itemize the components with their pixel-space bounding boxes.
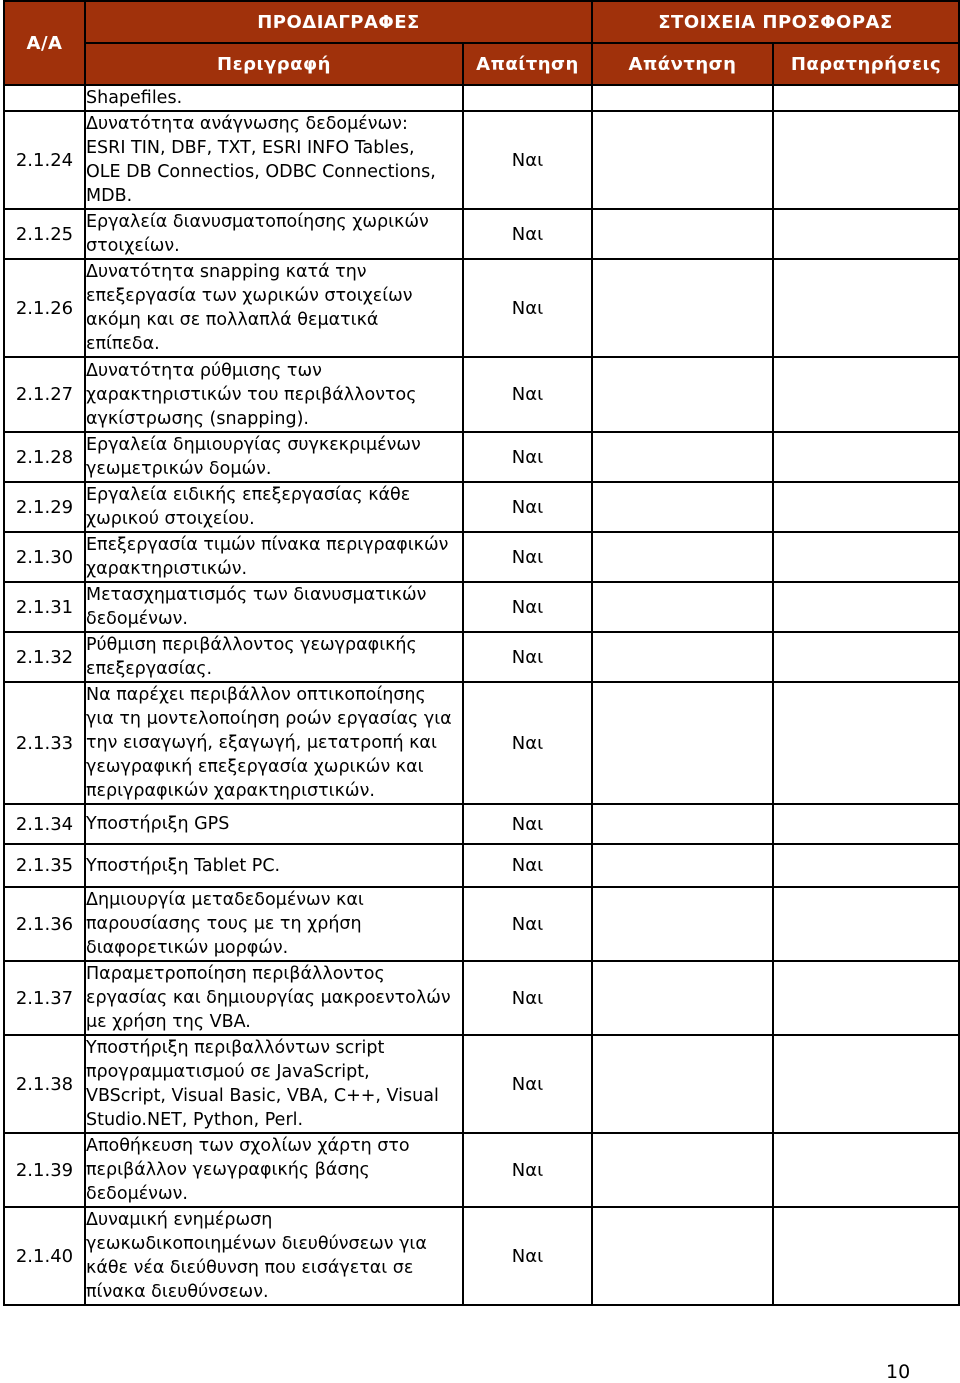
row-answer: [592, 532, 773, 582]
row-description: Εργαλεία δημιουργίας συγκεκριμένων γεωμετρικών δομών.: [85, 432, 463, 482]
row-description: Δυναμική ενημέρωση γεωκωδικοποιημένων διευθύνσεων για κάθε νέα διεύθυνση που εισάγεται σε πίνακα διευθύνσεων.: [85, 1207, 463, 1305]
row-code: 2.1.29: [4, 482, 85, 532]
table-row: [4, 582, 959, 632]
row-description: Παραμετροποίηση περιβάλλοντος εργασίας και δημιουργίας μακροεντολών με χρήση της VBA.: [85, 961, 463, 1035]
header-requirement: Απαίτηση: [463, 43, 592, 85]
row-answer: [592, 1133, 773, 1207]
table-row: [4, 111, 959, 209]
row-requirement: Ναι: [463, 1133, 592, 1207]
row-requirement: Ναι: [463, 961, 592, 1035]
row-answer: [592, 887, 773, 961]
row-remarks: [773, 259, 959, 357]
row-code: 2.1.30: [4, 532, 85, 582]
row-code: 2.1.32: [4, 632, 85, 682]
row-remarks: [773, 209, 959, 259]
table-row: [4, 532, 959, 582]
row-code: 2.1.39: [4, 1133, 85, 1207]
row-code: 2.1.34: [4, 804, 85, 844]
row-description: Shapefiles.: [85, 85, 463, 111]
row-requirement: Ναι: [463, 632, 592, 682]
row-description: Εργαλεία ειδικής επεξεργασίας κάθε χωρικού στοιχείου.: [85, 482, 463, 532]
row-remarks: [773, 482, 959, 532]
row-requirement: Ναι: [463, 209, 592, 259]
row-requirement: [463, 85, 592, 111]
row-requirement: Ναι: [463, 1207, 592, 1305]
row-remarks: [773, 844, 959, 887]
row-code: 2.1.38: [4, 1035, 85, 1133]
row-remarks: [773, 804, 959, 844]
row-description: Ρύθμιση περιβάλλοντος γεωγραφικής επεξεργασίας.: [85, 632, 463, 682]
row-code: 2.1.33: [4, 682, 85, 804]
row-description: Υποστήριξη GPS: [85, 804, 463, 844]
row-answer: [592, 582, 773, 632]
row-description: Αποθήκευση των σχολίων χάρτη στο περιβάλλον γεωγραφικής βάσης δεδομένων.: [85, 1133, 463, 1207]
table-row: [4, 1207, 959, 1305]
row-answer: [592, 961, 773, 1035]
row-code: 2.1.27: [4, 357, 85, 432]
row-requirement: Ναι: [463, 111, 592, 209]
row-code: 2.1.37: [4, 961, 85, 1035]
row-requirement: Ναι: [463, 804, 592, 844]
row-description: Υποστήριξη περιβαλλόντων script προγραμματισμού σε JavaScript, VBScript, Visual Basic, VBA, C++, Visual Studio.NET, Python, Perl.: [85, 1035, 463, 1133]
row-code: 2.1.31: [4, 582, 85, 632]
header-offer-details: ΣΤΟΙΧΕΙΑ ΠΡΟΣΦΟΡΑΣ: [592, 1, 959, 43]
header-description: Περιγραφή: [85, 43, 463, 85]
table-row: [4, 682, 959, 804]
row-description: Υποστήριξη Tablet PC.: [85, 844, 463, 887]
table-row: [4, 844, 959, 887]
header-answer: Απάντηση: [592, 43, 773, 85]
row-description: Εργαλεία διανυσματοποίησης χωρικών στοιχείων.: [85, 209, 463, 259]
row-answer: [592, 85, 773, 111]
row-code: 2.1.35: [4, 844, 85, 887]
row-remarks: [773, 1133, 959, 1207]
row-code: 2.1.26: [4, 259, 85, 357]
row-description: Επεξεργασία τιμών πίνακα περιγραφικών χαρακτηριστικών.: [85, 532, 463, 582]
row-remarks: [773, 1207, 959, 1305]
row-remarks: [773, 632, 959, 682]
row-code: 2.1.24: [4, 111, 85, 209]
table-row: [4, 887, 959, 961]
row-remarks: [773, 432, 959, 482]
row-remarks: [773, 532, 959, 582]
page-number: 10: [886, 1361, 911, 1383]
row-code: [4, 85, 85, 111]
row-remarks: [773, 357, 959, 432]
row-requirement: Ναι: [463, 357, 592, 432]
row-description: Δυνατότητα ρύθμισης των χαρακτηριστικών του περιβάλλοντος αγκίστρωσης (snapping).: [85, 357, 463, 432]
row-requirement: Ναι: [463, 1035, 592, 1133]
table-row: [4, 1133, 959, 1207]
row-answer: [592, 209, 773, 259]
table-row: [4, 632, 959, 682]
row-requirement: Ναι: [463, 432, 592, 482]
row-answer: [592, 1035, 773, 1133]
row-answer: [592, 482, 773, 532]
row-description: Δυνατότητα snapping κατά την επεξεργασία των χωρικών στοιχείων ακόμη και σε πολλαπλά θεματικά επίπεδα.: [85, 259, 463, 357]
table-row: [4, 357, 959, 432]
row-answer: [592, 804, 773, 844]
row-requirement: Ναι: [463, 482, 592, 532]
table-row: [4, 432, 959, 482]
row-answer: [592, 682, 773, 804]
row-answer: [592, 259, 773, 357]
row-answer: [592, 632, 773, 682]
row-requirement: Ναι: [463, 582, 592, 632]
row-code: 2.1.28: [4, 432, 85, 482]
row-requirement: Ναι: [463, 844, 592, 887]
table-row: [4, 961, 959, 1035]
header-remarks: Παρατηρήσεις: [773, 43, 959, 85]
table-row: [4, 482, 959, 532]
row-remarks: [773, 961, 959, 1035]
row-requirement: Ναι: [463, 887, 592, 961]
row-description: Μετασχηματισμός των διανυσματικών δεδομένων.: [85, 582, 463, 632]
table-row: [4, 804, 959, 844]
header-aa: Α/Α: [4, 1, 85, 85]
row-code: 2.1.25: [4, 209, 85, 259]
specifications-table: [3, 0, 960, 1306]
row-requirement: Ναι: [463, 532, 592, 582]
row-code: 2.1.40: [4, 1207, 85, 1305]
row-remarks: [773, 582, 959, 632]
row-answer: [592, 111, 773, 209]
row-requirement: Ναι: [463, 259, 592, 357]
row-description: Δημιουργία μεταδεδομένων και παρουσίασης τους με τη χρήση διαφορετικών μορφών.: [85, 887, 463, 961]
row-answer: [592, 1207, 773, 1305]
row-code: 2.1.36: [4, 887, 85, 961]
row-description: Να παρέχει περιβάλλον οπτικοποίησης για τη μοντελοποίηση ροών εργασίας για την εισαγωγή, εξαγωγή, μετατροπή και γεωγραφική επεξεργασία χωρικών και περιγραφικών χαρακτηριστικών.: [85, 682, 463, 804]
row-remarks: [773, 111, 959, 209]
table-row: [4, 85, 959, 111]
row-description: Δυνατότητα ανάγνωσης δεδομένων: ESRI TIN, DBF, TXT, ESRI INFO Tables, OLE DB Connectios, ODBC Connections, MDB.: [85, 111, 463, 209]
row-remarks: [773, 1035, 959, 1133]
table-row: [4, 209, 959, 259]
row-answer: [592, 357, 773, 432]
header-specifications: ΠΡΟΔΙΑΓΡΑΦΕΣ: [85, 1, 592, 43]
row-remarks: [773, 682, 959, 804]
row-answer: [592, 432, 773, 482]
row-remarks: [773, 85, 959, 111]
row-remarks: [773, 887, 959, 961]
table-row: [4, 1035, 959, 1133]
row-requirement: Ναι: [463, 682, 592, 804]
row-answer: [592, 844, 773, 887]
table-row: [4, 259, 959, 357]
